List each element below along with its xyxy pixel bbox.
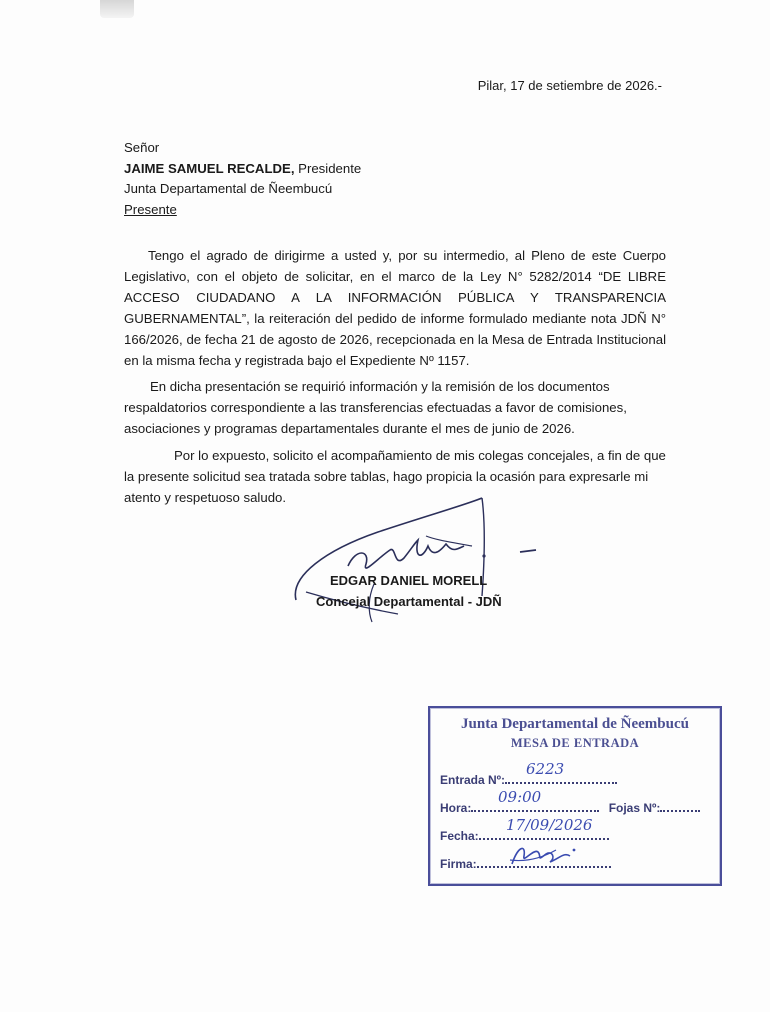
stamp-initials-scribble (508, 840, 578, 870)
addressee-title: Presidente (294, 160, 362, 176)
stamp-hora-row (440, 800, 700, 815)
body-paragraph-1: Tengo el agrado de dirigirme a usted y, por su intermedio, al Pleno de este Cuerpo Legislativo, con el objeto de solicitar, en el marco de la Ley N° 5282/2014 “DE LIBRE ACCESO CIUDADANO A LA INFORMACIÓN PÚBLICA Y TRANSPARENCIA GUBERNAMENTAL”, la reiteración del pedido de informe formulado mediante nota JDÑ N° 166/2026, de fecha 21 de agosto de 2026, recepcionada en la Mesa de Entrada Institucional en la misma fecha y registrada bajo el Expediente Nº 1157. (124, 248, 666, 368)
addressee-org: Junta Departamental de Ñeembucú (124, 181, 333, 196)
fecha-handwritten-value: 17/09/2026 (506, 816, 593, 834)
body-paragraph-3: Por lo expuesto, solicito el acompañamiento de mis colegas concejales, a fin de que la presente solicitud sea tratada sobre tablas, hago propicia la ocasión para expresarle mi atento y respetuoso saludo. (124, 448, 666, 505)
addressee-present: Presente (124, 201, 177, 217)
signer-role: Concejal Departamental - JDÑ (316, 594, 502, 609)
scan-artifact (100, 0, 134, 18)
fojas-label: Fojas Nº: (608, 801, 661, 815)
addressee-name: JAIME SAMUEL RECALDE, (124, 160, 295, 176)
firma-label: Firma: (440, 857, 477, 871)
fecha-label: Fecha: (440, 829, 479, 843)
fojas-dotted-line (660, 800, 700, 812)
addressee-block (124, 138, 361, 220)
addressee-line (124, 159, 361, 180)
hora-label: Hora: (440, 801, 472, 815)
entrada-handwritten-value: 6223 (526, 760, 565, 778)
body-paragraph-2: En dicha presentación se requirió información y la remisión de los documentos respaldatorios correspondiente a las transferencias efectuadas a favor de comisiones, asociaciones y programas departamentales durante el mes de junio de 2026. (124, 379, 627, 436)
stamp-subtitle: MESA DE ENTRADA (510, 736, 640, 750)
date-line: Pilar, 17 de setiembre de 2026.- (477, 78, 662, 93)
salutation: Señor (124, 140, 160, 155)
entrada-label: Entrada Nº: (440, 773, 506, 787)
hora-handwritten-value: 09:00 (498, 788, 542, 806)
stamp-title: Junta Departamental de Ñeembucú (461, 716, 689, 732)
signer-name: EDGAR DANIEL MORELL (330, 573, 488, 588)
reception-stamp (428, 706, 722, 886)
